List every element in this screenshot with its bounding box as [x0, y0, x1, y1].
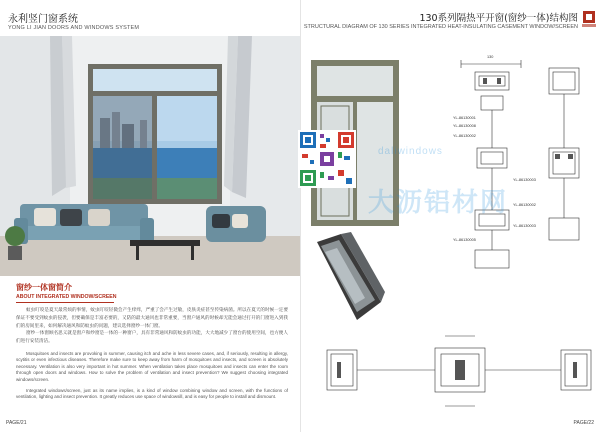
intro-text-block: [16, 282, 288, 401]
section-heading-en: ABOUT INTEGRATED WINDOW/SCREEN: [16, 294, 117, 300]
intro-paragraph-cn-1: 蚊虫叮咬是夏天最常烦的事情，蚊虫叮咬轻微会产生痒痒，严重了会产生过敏，皮肤炎症甚至传染病菌。所以在夏天的时候一定要保证不要受到蚊虫的侵袭，但要确保是丰富必要的，又防的最大通风也非常重要，当窗户通风的时候却无能会通过打开的门窗进入到我们的房间里来，如何解决通风和防蚊虫的问题，建议选择窗纱一体门窗。: [16, 308, 288, 329]
part-label-4: YL-86130003: [513, 178, 536, 182]
part-label-2: YL-86130008: [453, 124, 476, 128]
page-number-right: PAGE/22: [573, 420, 594, 426]
page-number-left: PAGE/21: [6, 420, 27, 426]
diagram-title-en: STRUCTURAL DIAGRAM OF 130 SERIES INTEGRATED HEAT-INSULATING CASEMENT WINDOW/SCREEN: [303, 24, 578, 30]
part-label-1: YL-86130001: [453, 116, 476, 120]
heading-underline: [16, 302, 114, 303]
interior-photo: [0, 36, 300, 276]
profile-cross-section-photo: [311, 232, 385, 322]
dimension-label: 130: [487, 55, 494, 59]
intro-paragraph-en-1: Mosquitoes and insects are provoking in summer, causing itch and ache in less severe cases, and, if seriously, resulting in allergy, scytitis or even infectious diseases. Therefore make sure to keep away from harm of mosquitoes and insects, and screen is absolutely necessary. Ventilation is also very important in hot summer. When ventilation takes place mosquitoes and insects can enter the room through open doors and windows. How to solve the problem of ventilation and insect prevention? We suggest choosing integrated windows/screen.: [16, 350, 288, 382]
watermark-text: 大沥铝材网: [368, 188, 509, 218]
structural-section-drawing: [451, 38, 600, 278]
brand-name-cn: 永利竖门窗系统: [8, 14, 78, 25]
part-label-5: YL-86130002: [513, 203, 536, 207]
section-heading-cn: 窗纱一体窗简介: [16, 283, 72, 292]
part-label-3: YL-86130002: [453, 134, 476, 138]
horizontal-section-drawing: [325, 330, 595, 412]
brand-name-en: YONG LI JIAN DOORS AND WINDOWS SYSTEM: [8, 25, 140, 31]
diagram-title-cn: 130系列隔热平开窗(窗纱一体)结构图: [419, 13, 578, 24]
part-label-7: YL-86130005: [453, 238, 476, 242]
brand-logo: [582, 10, 596, 28]
intro-paragraph-cn-2: 窗纱一体窗顾名思义就是窗户和纱窗是一体的一种窗户，具有非常通风和防蚊虫的功能，大大地减少了窗台的使用空间，也方便人们进行安装清洁。: [16, 331, 288, 345]
intro-paragraph-en-2: Integrated windows/screen, just as its name implies, is a kind of window combining window and screen, with the functions of ventilation, lighting and insect prevention. It greatly reduces use space of windowsill, and is easy for people to install and dismount.: [16, 388, 288, 400]
qr-code: [298, 130, 356, 188]
watermark-url: daliwindows: [378, 146, 443, 157]
part-label-6: YL-86130003: [513, 224, 536, 228]
